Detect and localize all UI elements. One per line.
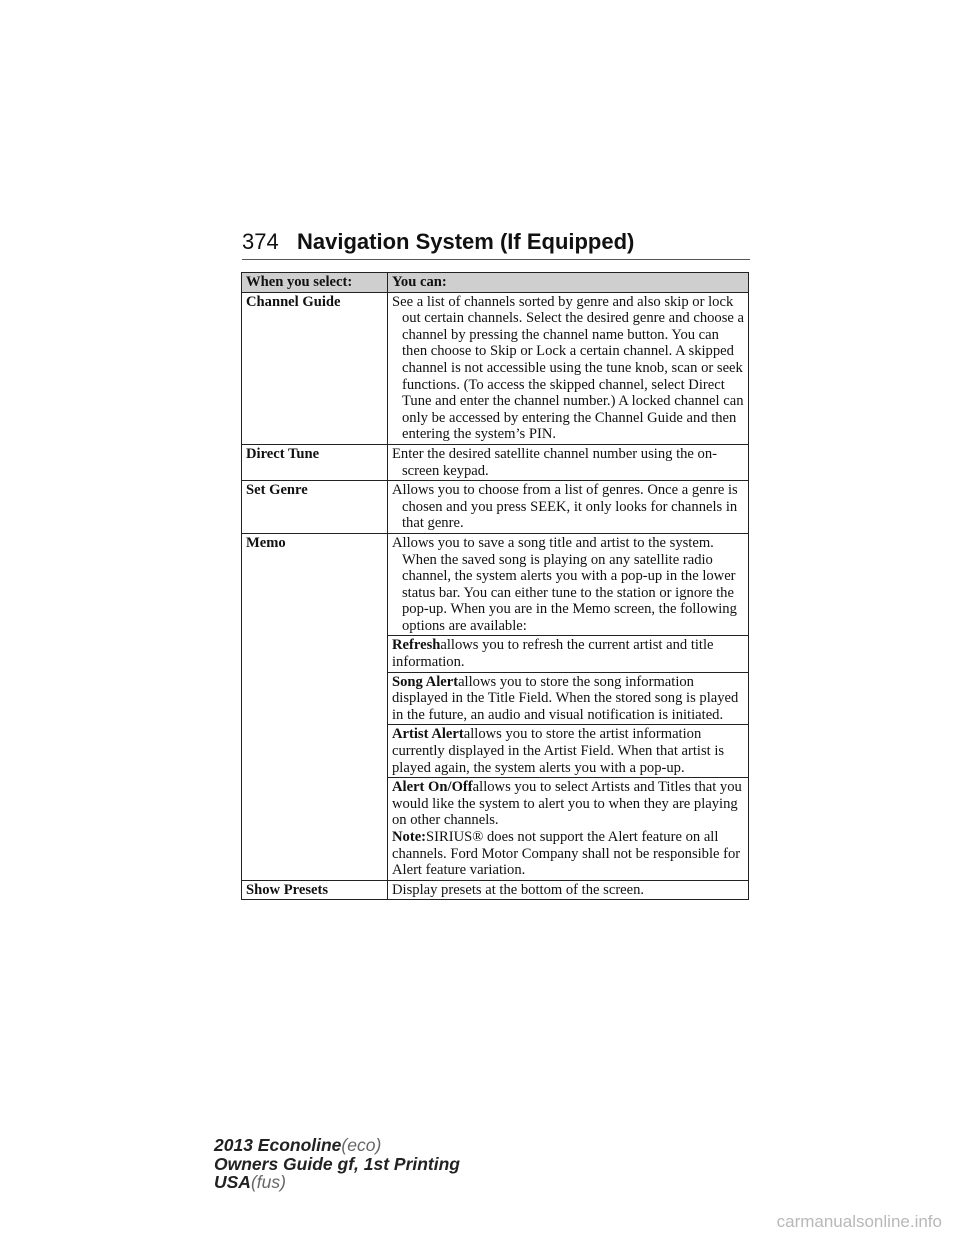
table-header-row (242, 273, 749, 293)
note-label: Note: (392, 829, 427, 845)
row-desc-set-genre: Allows you to choose from a list of genres. Once a genre is chosen and you press SEEK, it only looks for channels in that genre. (388, 481, 749, 534)
row-desc-direct-tune: Enter the desired satellite channel number using the on-screen keypad. (388, 444, 749, 480)
header-divider (242, 259, 750, 260)
option-text: allows you to refresh the current artist and title information. (392, 637, 714, 671)
column-header-select: When you select: (242, 273, 388, 293)
memo-option-alert-on-off (388, 778, 749, 881)
memo-option-song-alert (388, 672, 749, 725)
watermark: carmanualsonline.info (776, 1212, 942, 1231)
options-table (241, 272, 749, 900)
option-text: allows you to store the artist information currently displayed in the Artist Field. When that artist is played again, the system alerts you with a pop-up. (392, 726, 725, 776)
table-row (242, 292, 749, 444)
row-label-memo: Memo (242, 533, 388, 880)
option-term: Refresh (392, 637, 441, 654)
footer-region-code: (fus) (250, 1172, 286, 1192)
memo-option-refresh (388, 636, 749, 672)
document-footer (214, 1136, 460, 1192)
row-desc-show-presets: Display presets at the bottom of the screen. (388, 880, 749, 900)
footer-guide: Owners Guide gf, 1st Printing (214, 1153, 460, 1174)
row-label-set-genre: Set Genre (242, 481, 388, 534)
row-desc-memo: Allows you to save a song title and artist to the system. When the saved song is playing on any satellite radio channel, the system alerts you with a pop-up in the lower status bar. You can either tune to the station or ignore the pop-up. When you are in the Memo screen, the following options are available: (388, 533, 749, 636)
row-desc-channel-guide: See a list of channels sorted by genre and also skip or lock out certain channels. Select the desired genre and choose a channel by pressing the channel name button. You can then choose to Skip or Lock a certain channel. A skipped channel is not accessible using the tune knob, scan or seek functions. (To access the skipped channel, select Direct Tune and enter the channel number.) A locked channel can only be accessed by entering the Channel Guide and then entering the system’s PIN. (388, 292, 749, 444)
memo-option-artist-alert (388, 725, 749, 778)
option-term: Song Alert (392, 673, 459, 690)
option-text: allows you to select Artists and Titles that you would like the system to alert you to when they are playing on other channels. (392, 779, 742, 829)
row-label-show-presets: Show Presets (242, 880, 388, 900)
option-text: allows you to store the song information displayed in the Title Field. When the stored song is played in the future, an audio and visual notification is initiated. (392, 673, 739, 723)
table-row (242, 481, 749, 534)
option-term: Alert On/Off (392, 779, 473, 796)
page-number: 374 (242, 229, 279, 254)
table-row (242, 533, 749, 636)
footer-model: 2013 Econoline (214, 1135, 342, 1155)
footer-model-code: (eco) (341, 1135, 382, 1155)
row-label-channel-guide: Channel Guide (242, 292, 388, 444)
row-label-direct-tune: Direct Tune (242, 444, 388, 480)
table-row (242, 880, 749, 900)
footer-region: USA (214, 1172, 251, 1192)
page-header (242, 228, 750, 260)
page-title: Navigation System (If Equipped) (297, 229, 635, 254)
note-text: SIRIUS® does not support the Alert feature on all channels. Ford Motor Company shall not be responsible for Alert feature variation. (392, 829, 741, 879)
column-header-can: You can: (388, 273, 749, 293)
table-row (242, 444, 749, 480)
option-term: Artist Alert (392, 726, 464, 743)
